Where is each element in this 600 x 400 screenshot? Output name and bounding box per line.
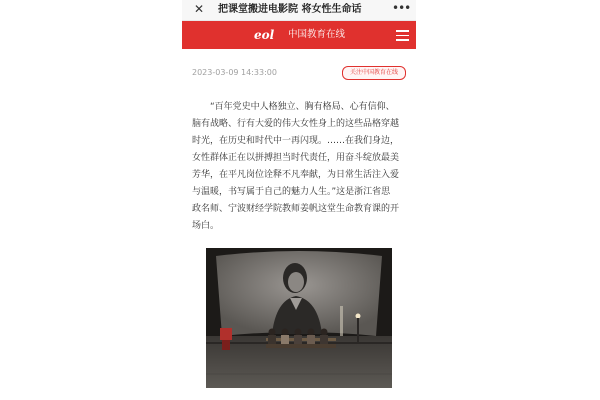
article-line: 芳华，在平凡岗位诠释不凡奉献，为日常生活注入爱 bbox=[192, 170, 400, 180]
mobile-article-page bbox=[182, 0, 416, 400]
publish-date: 2023-03-09 14:33:00 bbox=[192, 68, 277, 77]
article-line: 政名师、宁波财经学院教师姜帆这堂生命教育课的开 bbox=[192, 204, 400, 214]
page-title: 把课堂搬进电影院 将女性生命话 bbox=[218, 4, 362, 15]
close-icon[interactable]: ✕ bbox=[193, 2, 205, 16]
cinema-classroom-photo[interactable] bbox=[206, 248, 392, 388]
article-line: “百年党史中人格独立、胸有格局、心有信仰、 bbox=[210, 102, 395, 112]
more-dots-icon[interactable]: ••• bbox=[392, 1, 411, 15]
brand-name: 中国教育在线 bbox=[288, 29, 346, 40]
article-line: 时光，在历史和时代中一再闪现。……在我们身边， bbox=[192, 136, 400, 146]
article-body bbox=[192, 99, 406, 239]
article-line: 与温暖，书写属于自己的魅力人生。”这是浙江省思 bbox=[192, 187, 391, 197]
photo-illustration bbox=[206, 248, 392, 388]
logo-text: eol bbox=[254, 28, 275, 42]
article-line: 女性群体正在以拼搏担当时代责任，用奋斗绽放最美 bbox=[192, 153, 400, 163]
follow-button[interactable]: 关注中国教育在线 bbox=[342, 66, 406, 80]
article-line: 脑有战略、行有大爱的伟大女性身上的这些品格穿越 bbox=[192, 119, 400, 129]
top-navbar bbox=[182, 0, 416, 21]
portrait-face bbox=[288, 272, 304, 292]
article-line: 场白。 bbox=[192, 221, 220, 231]
menu-icon[interactable] bbox=[396, 30, 409, 41]
red-seat bbox=[220, 328, 232, 340]
eol-logo[interactable] bbox=[254, 28, 292, 42]
brand-header bbox=[182, 21, 416, 49]
lamp bbox=[356, 314, 361, 319]
